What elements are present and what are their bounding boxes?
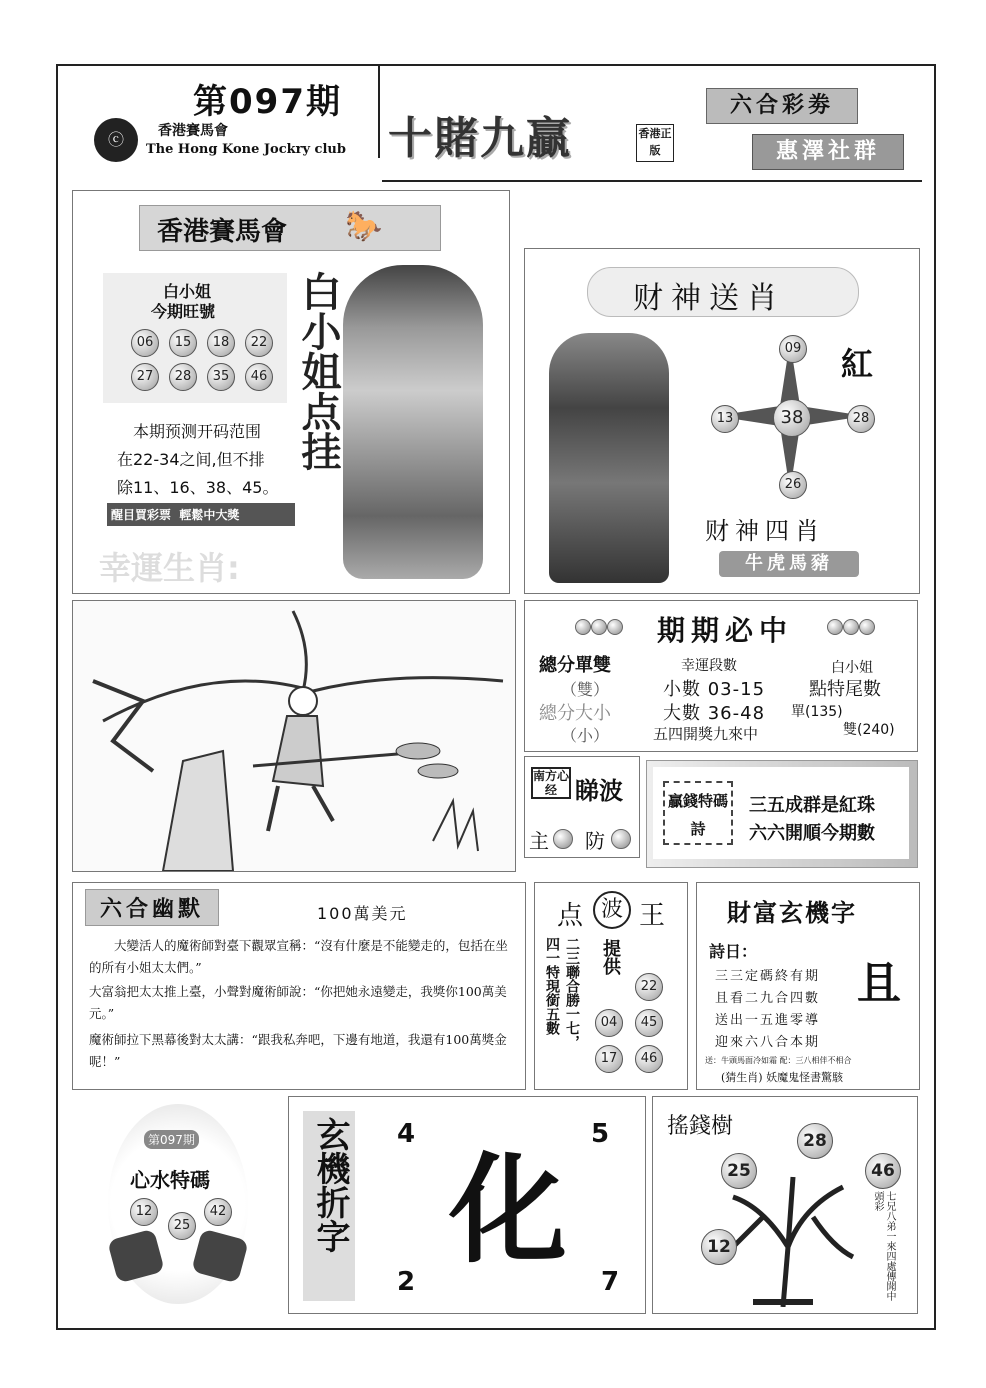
qiqi-r2c3: 點特尾數	[809, 679, 881, 700]
defend-pick-ball	[611, 829, 631, 849]
xuanji-title: 玄機折字	[310, 1117, 350, 1253]
vertical-title: 白小姐点挂	[295, 271, 342, 471]
lucky-label-2: 今期旺號	[151, 302, 216, 321]
top-ball: 09	[779, 335, 807, 363]
nanfang-tag: 南方心经	[533, 769, 570, 797]
right-ball: 28	[847, 405, 875, 433]
farmer-illustration	[72, 600, 516, 872]
coin-icon	[859, 619, 875, 635]
dianbo-provide: 提供	[600, 939, 621, 975]
xinshui-ball: 25	[168, 1212, 196, 1240]
coin-icon	[607, 619, 623, 635]
humor-para-3: 魔術師拉下黑幕後對太太講：“跟我私奔吧，下邊有地道，我還有100萬獎金呢！”	[89, 1032, 507, 1069]
club-name-en: The Hong Kone Jockry club	[146, 142, 346, 157]
qiqi-r4c2: 五四開獎九來中	[653, 725, 759, 743]
badge-community: 惠澤社群	[752, 134, 904, 170]
xuanji-num-tr: 5	[591, 1119, 610, 1149]
main-pick-ball	[553, 829, 573, 849]
yaoqian-title: 搖錢樹	[667, 1114, 734, 1139]
faded-lucky-zodiac: 幸運生肖:	[99, 549, 240, 587]
qiqi-r1c3: 白小姐	[831, 660, 873, 676]
slogan: 醒目買彩票 輕鬆中大獎	[107, 503, 295, 526]
dianbo-ball: 22	[635, 973, 663, 1001]
xuanji-num-bl: 2	[397, 1267, 416, 1297]
tree-ball: 46	[865, 1153, 901, 1189]
club-logo: ⓒ	[94, 118, 138, 162]
caifu-title: 財富玄機字	[727, 898, 857, 927]
qiqi-r4c1: （小）	[561, 726, 610, 745]
caifu-line-4: 迎來六八合本期	[715, 1035, 821, 1050]
left-ball: 13	[711, 405, 739, 433]
lucky-ball: 46	[245, 363, 273, 391]
dianbo-panel	[534, 882, 688, 1090]
caishen-figure	[549, 333, 669, 583]
lucky-ball: 35	[207, 363, 235, 391]
miss-bai-banner-text: 香港賽馬會	[157, 217, 288, 247]
lucky-ball: 28	[169, 363, 197, 391]
xinshui-panel	[72, 1096, 282, 1312]
dianbo-title-a: 点	[557, 901, 584, 931]
main-title: 十賭九贏	[388, 113, 572, 164]
yaoqian-panel	[652, 1096, 918, 1314]
humor-para-2: 大富翁把太太推上臺，小聲對魔術師說：“你把她永遠變走，我獎你100萬美元。”	[89, 984, 507, 1021]
nanfang-panel	[524, 756, 640, 858]
predict-line-3: 除11、16、38、45。	[117, 478, 279, 497]
qiqi-r2c1: （雙）	[561, 680, 610, 699]
lucky-ball: 15	[169, 329, 197, 357]
caishen-title: 财神送肖	[633, 281, 785, 316]
color-label: 紅	[841, 345, 874, 383]
humor-subtitle: 100萬美元	[317, 904, 408, 923]
model-photo	[343, 265, 483, 579]
xinshui-title: 心水特碼	[130, 1168, 210, 1192]
qiqi-r1c2: 幸運段數	[681, 658, 737, 674]
xuanji-num-tl: 4	[397, 1119, 416, 1149]
bottom-ball: 26	[779, 471, 807, 499]
period-label: 第097期	[193, 82, 342, 122]
zodiac-badge: 牛虎馬豬	[719, 551, 859, 577]
humor-title: 六合幽默	[85, 889, 219, 926]
dianbo-ball: 46	[635, 1045, 663, 1073]
caishen-panel	[524, 248, 920, 594]
xuanji-char: 化	[449, 1140, 568, 1279]
defend-pick-label: 防	[585, 829, 605, 853]
poem-line-2: 六六開順今期數	[749, 823, 875, 844]
lucky-ball: 18	[207, 329, 235, 357]
poem-line-1: 三五成群是紅珠	[749, 795, 875, 816]
dianbo-ball: 17	[595, 1045, 623, 1073]
coin-icon	[575, 619, 591, 635]
qiqi-r2c2: 小數 03-15	[663, 679, 766, 700]
horse-icon: 🐎	[345, 209, 383, 244]
coin-icon	[591, 619, 607, 635]
lucky-ball: 27	[131, 363, 159, 391]
caifu-big-char: 且	[857, 958, 901, 1009]
lucky-ball: 06	[131, 329, 159, 357]
xuanji-panel	[288, 1096, 646, 1314]
coin-icon	[843, 619, 859, 635]
edition-tag	[636, 124, 674, 162]
header	[58, 66, 930, 186]
caifu-line-3: 送出一五進零導	[715, 1013, 821, 1028]
qiqi-r4c3: 雙(240)	[843, 722, 895, 738]
club-name-cn: 香港賽馬會	[158, 123, 228, 139]
predict-line-1: 本期预测开码范围	[133, 422, 262, 441]
qiqi-r3c3: 單(135)	[791, 704, 843, 720]
xinshui-ball: 12	[130, 1198, 158, 1226]
poem-panel	[646, 760, 918, 868]
xinshui-ball: 42	[204, 1198, 232, 1226]
poem-label-text: 贏錢特碼詩	[667, 792, 728, 838]
caifu-shi: 詩日：	[709, 942, 758, 961]
header-divider	[378, 66, 380, 158]
center-ball: 38	[773, 399, 811, 437]
qiqi-r1c1: 總分單雙	[539, 655, 611, 676]
dianbo-col-2: 二三聯合勝一七，	[564, 937, 580, 1049]
poem-label	[663, 781, 733, 845]
four-zodiac-label: 财神四肖	[705, 517, 825, 545]
qiqi-r3c2: 大數 36-48	[663, 703, 766, 724]
caifu-note: 送：牛頭馬面冷如霜 配：三八相伴不相合	[705, 1056, 852, 1065]
lucky-label-1: 白小姐	[163, 282, 212, 301]
caifu-line-1: 三三定碼終有期	[715, 969, 821, 984]
edition-text: 香港正版	[638, 127, 672, 157]
nanfang-title: 睇波	[575, 777, 623, 805]
lucky-balls-box	[103, 273, 287, 403]
tree-ball: 12	[701, 1229, 737, 1265]
qiqi-title: 期期必中	[657, 614, 794, 647]
qiqi-r3c1: 總分大小	[539, 703, 611, 724]
caifu-line-2: 且看二九合四數	[715, 991, 821, 1006]
dianbo-ball: 04	[595, 1009, 623, 1037]
predict-line-2: 在22-34之间,但不排	[117, 450, 265, 469]
coin-icon	[827, 619, 843, 635]
miss-bai-panel	[72, 190, 510, 594]
caifu-answer: (猜生肖) 妖魔鬼怪書驚駭	[721, 1071, 844, 1084]
illustration-art	[73, 601, 515, 871]
dianbo-title-b: 波	[593, 891, 631, 929]
humor-panel	[72, 882, 526, 1090]
dianbo-ball: 45	[635, 1009, 663, 1037]
lucky-ball: 22	[245, 329, 273, 357]
caifu-panel	[696, 882, 920, 1090]
xuanji-num-br: 7	[601, 1267, 620, 1297]
money-tree	[693, 1137, 873, 1307]
xinshui-period: 第097期	[144, 1130, 199, 1149]
header-underline	[382, 180, 922, 182]
main-pick-label: 主	[529, 829, 549, 853]
dianbo-col-1: 四一特現銜五數	[544, 937, 560, 1035]
qiqi-panel	[524, 600, 918, 752]
badge-lottery: 六合彩劵	[706, 88, 858, 124]
yaoqian-poem: 七兄八弟一來四處傳聞中頭彩	[872, 1191, 895, 1301]
tree-ball: 28	[797, 1123, 833, 1159]
dianbo-title-c: 王	[639, 901, 666, 931]
humor-para-1: 大變活人的魔術師對臺下觀眾宣稱：“沒有什麼是不能變走的，包括在坐的所有小姐太太們。”	[89, 938, 508, 975]
tree-ball: 25	[721, 1153, 757, 1189]
